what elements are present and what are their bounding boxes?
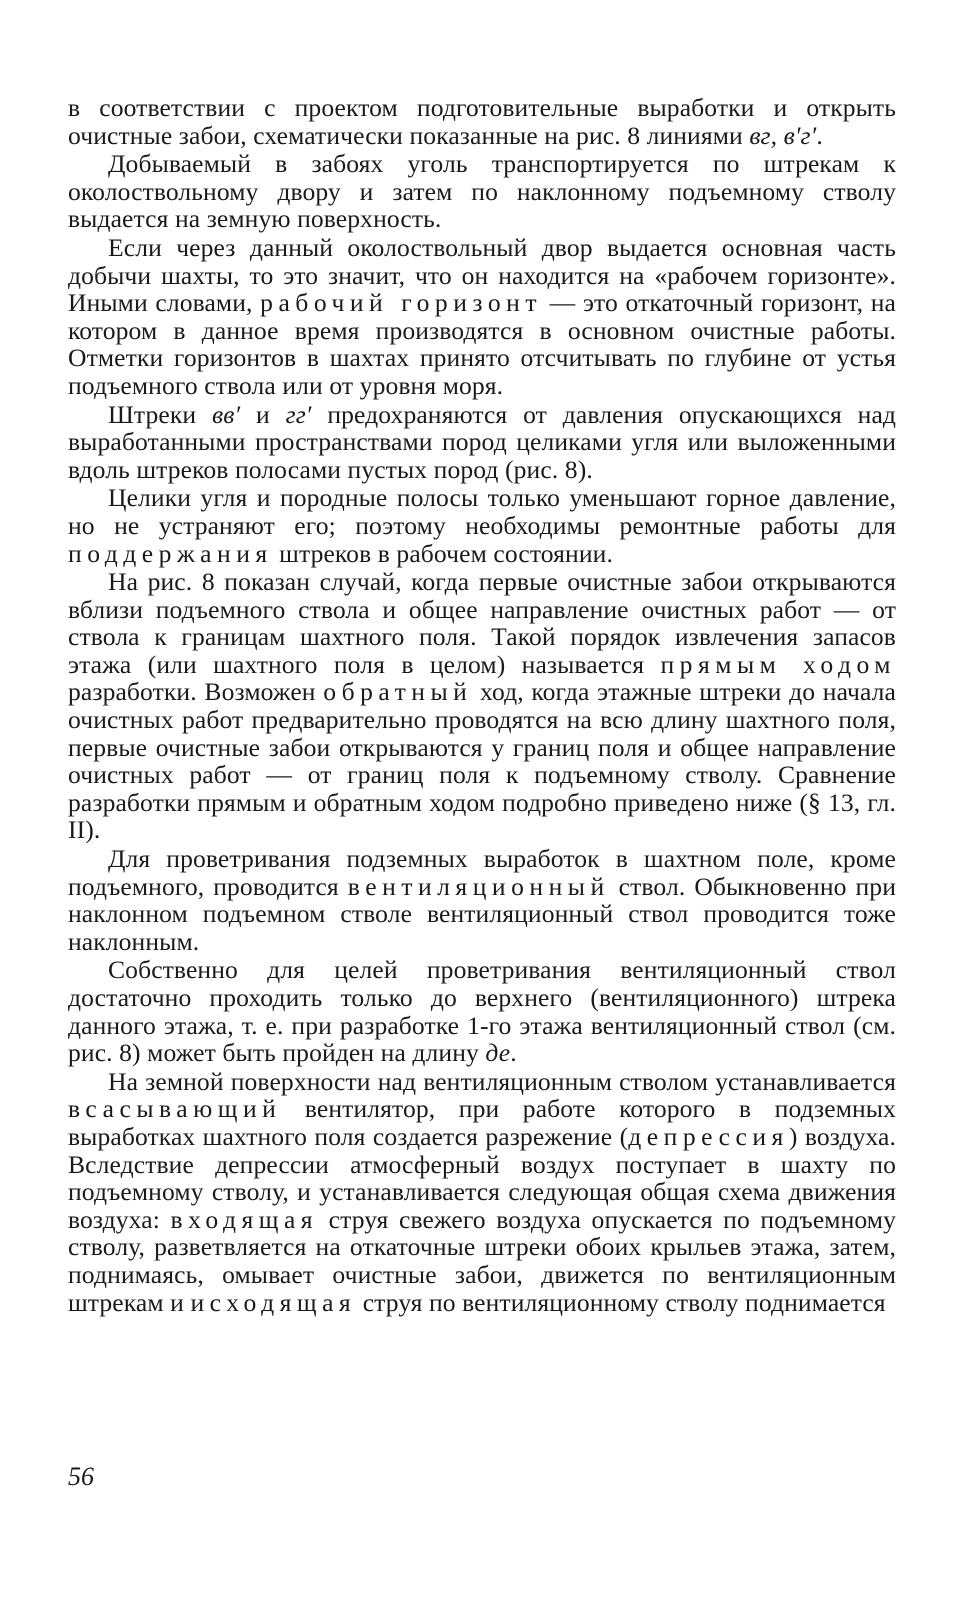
italic-term: вв′ [212, 399, 241, 429]
spaced-term: вентиляционный [347, 871, 610, 901]
text-run: ход, когда этажные штреки до начала очистных работ предварительно проводятся на всю длину шахтного поля, первые очистные забои открываются у границ поля и общее направление очистных работ — от границ поля к подъемному стволу. Сравнение разработки прямым и обратным ходом подробно приведено ниже (§ 13, гл. II). [68, 677, 896, 845]
paragraph [68, 568, 896, 844]
text-run: — это откаточный горизонт, на котором в данное время производятся в основном очистные работы. Отметки горизонтов в шахтах принято отсчитывать по глубине от устья подъемного ствола или от уровня моря. [68, 288, 896, 400]
text-run: Добываемый в забоях уголь транспортируется по штрекам к околоствольному двору и затем по наклонному подъемному стволу выдается на земную поверхность. [68, 149, 896, 234]
text-run: струя свежего воздуха опускается по подъемному стволу, разветвляется на откаточные штреки обоих крыльев этажа, затем, поднимаясь, омывает очистные забои, движется по вентиляционным штрекам и [68, 1204, 897, 1317]
text-run: . [816, 120, 823, 150]
paragraph [68, 401, 896, 484]
paragraph [68, 845, 896, 955]
text-run: Если через данный околоствольный двор выдается основная часть добычи шахты, то это значит, что он находится на «рабочем горизонте». Иными словами, [68, 232, 896, 318]
italic-term: де [485, 1038, 511, 1068]
text-run: предохраняются от давления опускающихся над выработанными пространствами пород целиками угля или выложенными вдоль штреков полосами пустых пород (рис. 8). [68, 399, 897, 484]
spaced-term: поддержания [68, 538, 273, 568]
text-run: . [510, 1038, 517, 1068]
text-run: На земной поверхности над вентиляционным стволом устанавливается [108, 1066, 896, 1096]
spaced-term: исходящая [190, 1287, 357, 1317]
text-run: Целики угля и породные полосы только уменьшают горное давление, но не устраняют его; поэтому необходимы ремонтные работы для [68, 483, 896, 540]
text-run: в соответствии с проектом подготовительные выработки и открыть очистные забои, схематически показанные на рис. 8 линиями [68, 93, 896, 150]
text-run: штреков в рабочем состоянии. [272, 538, 613, 568]
spaced-term: входящая [170, 1204, 319, 1234]
text-run: Штреки [108, 399, 213, 429]
paragraph [68, 484, 896, 567]
page-number: 56 [68, 1462, 94, 1491]
paragraph [68, 1068, 896, 1316]
paragraph [68, 956, 896, 1066]
spaced-term: всасывающий [68, 1094, 282, 1124]
text-run: На рис. 8 показан случай, когда первые очистные забои открываются вблизи подъемного ствола и общее направление очистных работ — от ствола к границам шахтного поля. Такой порядок извлечения запасов этажа (или шахтного поля в целом) называется [68, 567, 896, 679]
text-run: и [240, 399, 286, 429]
text-run: разработки. Возможен [68, 677, 324, 707]
paragraph [68, 150, 896, 233]
paragraph [68, 234, 896, 400]
spaced-term: депрессия [628, 1121, 789, 1151]
spaced-term: рабочий горизонт [260, 288, 543, 318]
text-run: ствол. Обыкновенно при наклонном подъемном стволе вентиляционный ствол проводится тоже наклонным. [68, 871, 896, 956]
body-text [68, 94, 896, 1316]
paragraph [68, 94, 896, 149]
text-run: Для проветривания подземных выработок в шахтном поле, кроме подъемного, проводится [68, 844, 896, 901]
spaced-term: прямым ходом [660, 649, 896, 679]
italic-term: гг′ [285, 399, 312, 429]
text-run: струя по вентиляционному стволу поднимается [356, 1287, 886, 1317]
spaced-term: обратный [323, 677, 473, 707]
text-run: Собственно для целей проветривания вентиляционный ствол достаточно проходить только до верхнего (вентиляционного) штрека данного этажа, т. е. при разработке 1-го этажа вентиляционный ствол (см. рис. 8) может быть пройден на длину [68, 955, 896, 1068]
italic-term: вг, в′г′ [749, 120, 817, 150]
text-run: ) воздуха. Вследствие депрессии атмосферный воздух поступает в шахту по подъемному стволу, и устанавливается следующая общая схема движения воздуха: [68, 1121, 897, 1234]
text-run: вентилятор, при работе которого в подземных выработках шахтного поля создается разрежение ( [68, 1094, 896, 1151]
